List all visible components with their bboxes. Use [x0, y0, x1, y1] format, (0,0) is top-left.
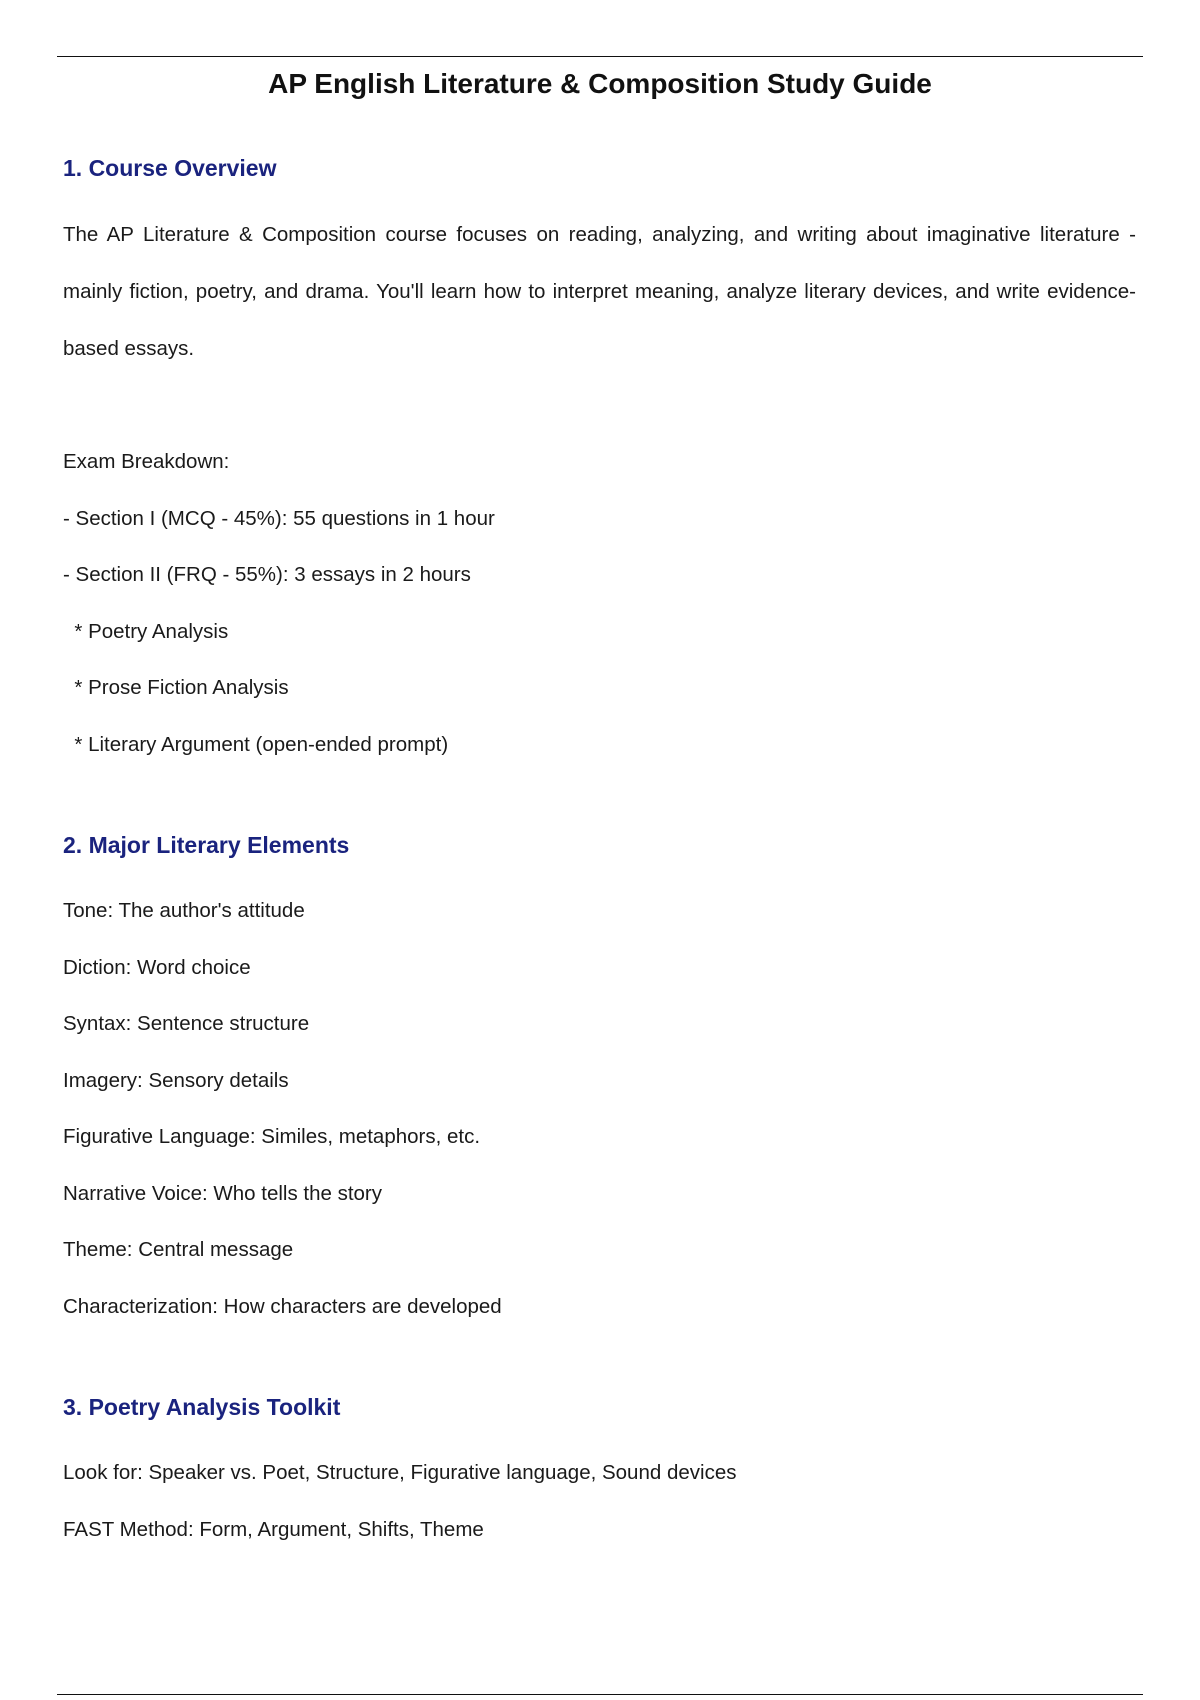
element-item: Syntax: Sentence structure	[63, 1012, 310, 1035]
element-item: Characterization: How characters are developed	[63, 1294, 502, 1318]
element-item: Theme: Central message	[63, 1238, 294, 1261]
section-literary-elements	[63, 825, 1136, 1335]
element-item: Imagery: Sensory details	[63, 1068, 289, 1092]
section-heading: 3. Poetry Analysis Toolkit	[63, 1394, 341, 1420]
document-title: AP English Literature & Composition Study Guide	[268, 68, 932, 99]
section-course-overview	[63, 148, 1136, 773]
top-rule	[57, 56, 1143, 57]
element-item: Figurative Language: Similes, metaphors, etc.	[63, 1125, 481, 1148]
exam-item: * Literary Argument (open-ended prompt)	[63, 732, 449, 756]
exam-item: - Section I (MCQ - 45%): 55 questions in 1 hour	[63, 506, 495, 530]
exam-breakdown-title: Exam Breakdown:	[63, 450, 230, 473]
section-heading: 1. Course Overview	[63, 155, 277, 181]
toolkit-item: Look for: Speaker vs. Poet, Structure, Figurative language, Sound devices	[63, 1461, 737, 1484]
spacer	[63, 773, 1136, 825]
spacer	[63, 377, 1136, 434]
element-item: Tone: The author's attitude	[63, 899, 305, 922]
element-item: Narrative Voice: Who tells the story	[63, 1181, 383, 1205]
bottom-rule	[57, 1694, 1143, 1695]
section-heading: 2. Major Literary Elements	[63, 832, 350, 858]
toolkit-item: FAST Method: Form, Argument, Shifts, Theme	[63, 1517, 484, 1541]
document-body	[63, 148, 1136, 1558]
spacer	[63, 1335, 1136, 1387]
overview-paragraph: The AP Literature & Composition course focuses on reading, analyzing, and writing about imaginative literature - mainly fiction, poetry, and drama. You'll learn how to interpret meaning, analyze literary devices, and write evidence-based essays.	[63, 223, 1136, 360]
exam-item: * Poetry Analysis	[63, 619, 229, 643]
element-item: Diction: Word choice	[63, 955, 251, 979]
section-poetry-toolkit	[63, 1387, 1136, 1558]
exam-item: * Prose Fiction Analysis	[63, 676, 289, 699]
exam-item: - Section II (FRQ - 55%): 3 essays in 2 hours	[63, 563, 471, 586]
